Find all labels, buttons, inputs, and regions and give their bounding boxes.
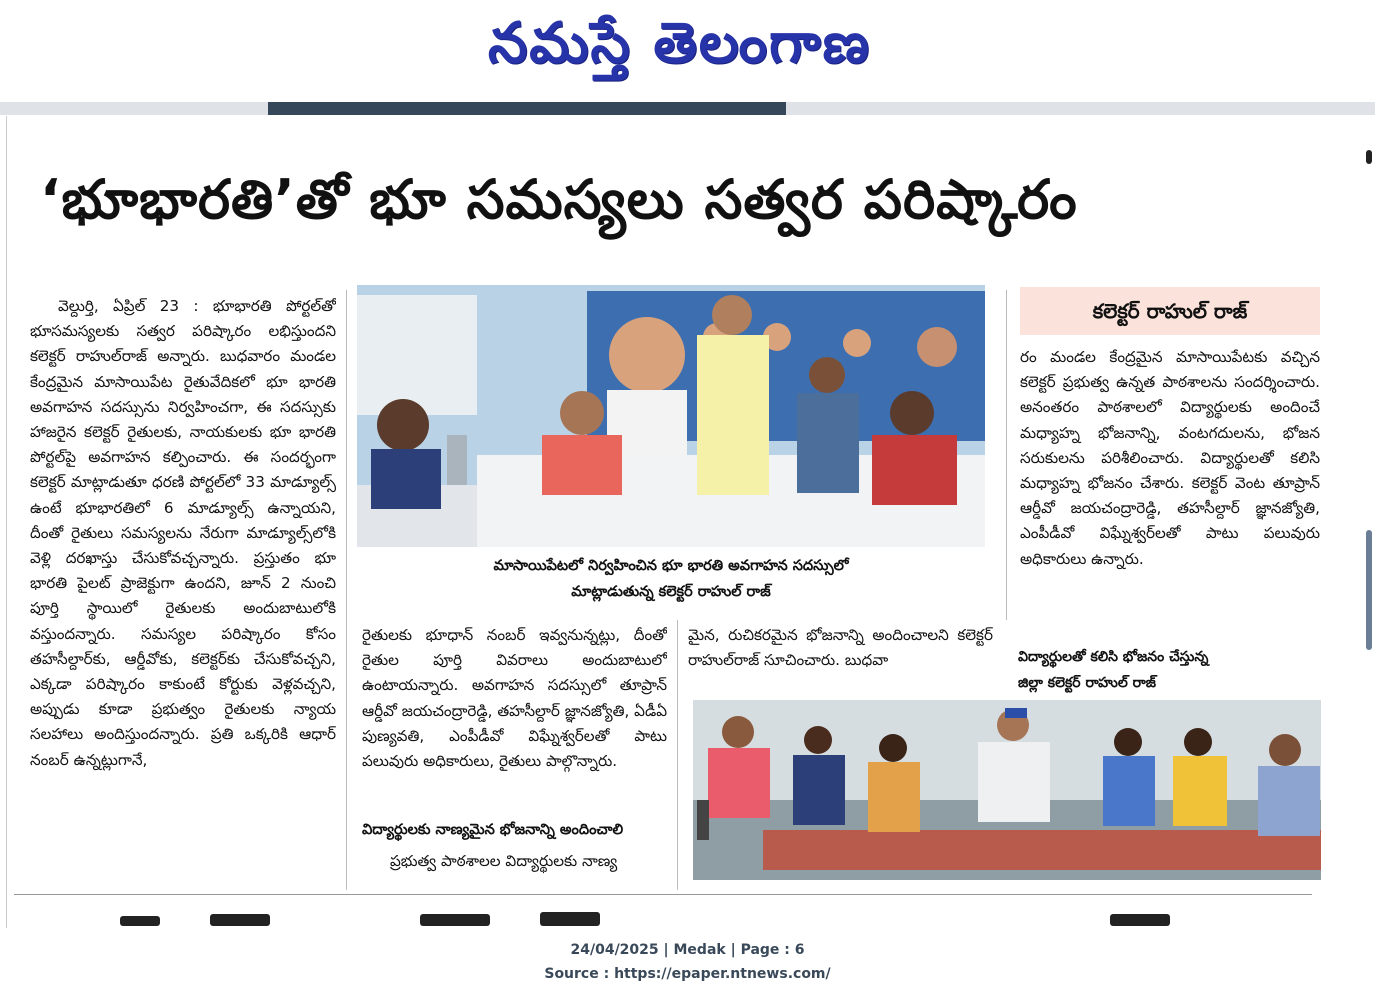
article-column-2b bbox=[362, 849, 667, 877]
next-headline-fragment bbox=[540, 912, 600, 926]
next-headline-fragment bbox=[1110, 914, 1170, 926]
photo-illustration bbox=[357, 285, 985, 547]
next-headline-fragment bbox=[420, 914, 490, 926]
article-body-text: రం మండల కేంద్రమైన మాసాయిపేటకు వచ్చిన కలెక్టర్ ప్రభుత్వ ఉన్నత పాఠశాలను సందర్శించారు. అనంతరం పాఠశాలలో విద్యార్థులకు అందించే మధ్యాహ్న భోజనాన్ని, వంటగదులను, భోజన సరుకులను పరిశీలించారు. విద్యార్థులతో కలిసి మధ్యాహ్న భోజనం చేశారు. కలెక్టర్ వెంట తూప్రాన్ ఆర్డీవో జయచంద్రారెడ్డి, తహసీల్దార్ జ్ఞానజ్యోతి, ఎంపీడీవో విఘ్నేశ్వర్‌లతో పాటు పలువురు అధికారులు ఉన్నారు. bbox=[1020, 348, 1320, 568]
column-rule bbox=[346, 290, 347, 890]
masthead-band-accent bbox=[268, 102, 786, 115]
adjacent-column-fragment bbox=[1366, 150, 1372, 164]
footer-source[interactable]: Source : https://epaper.ntnews.com/ bbox=[544, 966, 831, 982]
next-headline-fragment bbox=[210, 914, 270, 926]
footer-edition-info: 24/04/2025 | Medak | Page : 6 bbox=[570, 942, 805, 958]
column-rule bbox=[1006, 290, 1007, 620]
column-rule bbox=[677, 620, 678, 890]
article-body-text: వెల్దుర్తి, ఏప్రిల్ 23 : భూభారతి పోర్టల్‌తో భూసమస్యలకు సత్వర పరిష్కారం లభిస్తుందని కలెక్టర్ రాహుల్‌రాజ్ అన్నారు. బుధవారం మండల కేంద్రమైన మాసాయిపేట రైతువేదికలో భూ భారతి అవగాహన సదస్సును నిర్వహించగా, ఈ సదస్సుకు హాజరైన కలెక్టర్ రైతులకు, నాయకులకు భూ భారతి పోర్టల్‌పై అవగాహన కల్పించారు. ఈ సందర్భంగా కలెక్టర్ మాట్లాడుతూ ధరణి పోర్టల్‌లో 33 మాడ్యూల్స్ ఉంటే భూభారతిలో 6 మాడ్యూల్స్ ఉన్నాయని, దీంతో రైతులు సమస్యలను నేరుగా మాడ్యూల్స్‌లోకి వెళ్లి దరఖాస్తు చేసుకోవచ్చన్నారు. ప్రస్తుతం భూ భారతి పైలట్ ప్రాజెక్టుగా ఉందని, జూన్ 2 నుంచి పూర్తి స్థాయిలో రైతులకు అందుబాటులోకి వస్తుందన్నారు. సమస్యల పరిష్కారం కోసం తహసీల్దార్‌కు, ఆర్డీవోకు, కలెక్టర్‌కు చేసుకోవచ్చని, ఎక్కడా పరిష్కారం కాకుంటే కోర్టుకు వెళ్లవచ్చని, అప్పుడు కూడా ప్రభుత్వం రైతులకు న్యాయ సలహాలు అందిస్తుందన్నారు. ప్రతి ఒక్కరికి ఆధార్ నంబర్ ఉన్నట్లుగానే, bbox=[30, 297, 336, 769]
article-body-text: రైతులకు భూధాన్ నంబర్ ఇవ్వనున్నట్లు, దీంతో రైతుల పూర్తి వివరాలు అందుబాటులో ఉంటాయన్నారు. అవగాహన సదస్సులో తూప్రాన్ ఆర్డీవో జయచంద్రారెడ్డి, తహసీల్దార్ జ్ఞానజ్యోతి, ఏడీఏ పుణ్యవతి, ఎంపీడీవో విఘ్నేశ్వర్‌లతో పాటు పలువురు అధికారులు, రైతులు పాల్గొన్నారు. bbox=[362, 626, 667, 771]
photo-collector-lunch bbox=[693, 700, 1321, 880]
article-column-1 bbox=[30, 294, 336, 874]
article-subhead: విద్యార్థులకు నాణ్యమైన భోజనాన్ని అందించాలి bbox=[362, 822, 624, 838]
masthead bbox=[0, 0, 1375, 102]
next-headline-fragment bbox=[120, 916, 160, 926]
caption-line: జిల్లా కలెక్టర్ రాహుల్ రాజ్ bbox=[1018, 675, 1156, 691]
caption-line: మాట్లాడుతున్న కలెక్టర్ రాహుల్ రాజ్ bbox=[571, 584, 771, 600]
caption-line: విద్యార్థులతో కలిసి భోజనం చేస్తున్న bbox=[1018, 649, 1209, 665]
article-column-4 bbox=[1020, 345, 1320, 625]
article-body-text: మైన, రుచికరమైన భోజనాన్ని అందించాలని కలెక్టర్ రాహుల్‌రాజ్ సూచించారు. బుధవా bbox=[688, 626, 993, 670]
photo-collector-speaking bbox=[357, 285, 985, 547]
article-kicker: కలెక్టర్ రాహుల్ రాజ్ bbox=[1020, 287, 1320, 335]
article-column-2 bbox=[362, 623, 667, 823]
page-footer bbox=[0, 938, 1375, 986]
article-body-text: ప్రభుత్వ పాఠశాలల విద్యార్థులకు నాణ్య bbox=[390, 852, 618, 870]
photo-caption-2 bbox=[1018, 644, 1300, 696]
article-column-3 bbox=[688, 623, 993, 677]
adjacent-column-fragment bbox=[1366, 530, 1372, 650]
caption-line: మాసాయిపేటలో నిర్వహించిన భూ భారతి అవగాహన సదస్సులో bbox=[493, 558, 849, 574]
newspaper-logo: నమస్తే తెలంగాణ bbox=[488, 10, 871, 76]
photo-caption-1 bbox=[357, 553, 985, 605]
photo-illustration bbox=[693, 700, 1321, 880]
article-headline: ‘భూభారతి’తో భూ సమస్యలు సత్వర పరిష్కారం bbox=[40, 168, 1078, 231]
page-rule bbox=[14, 894, 1312, 895]
